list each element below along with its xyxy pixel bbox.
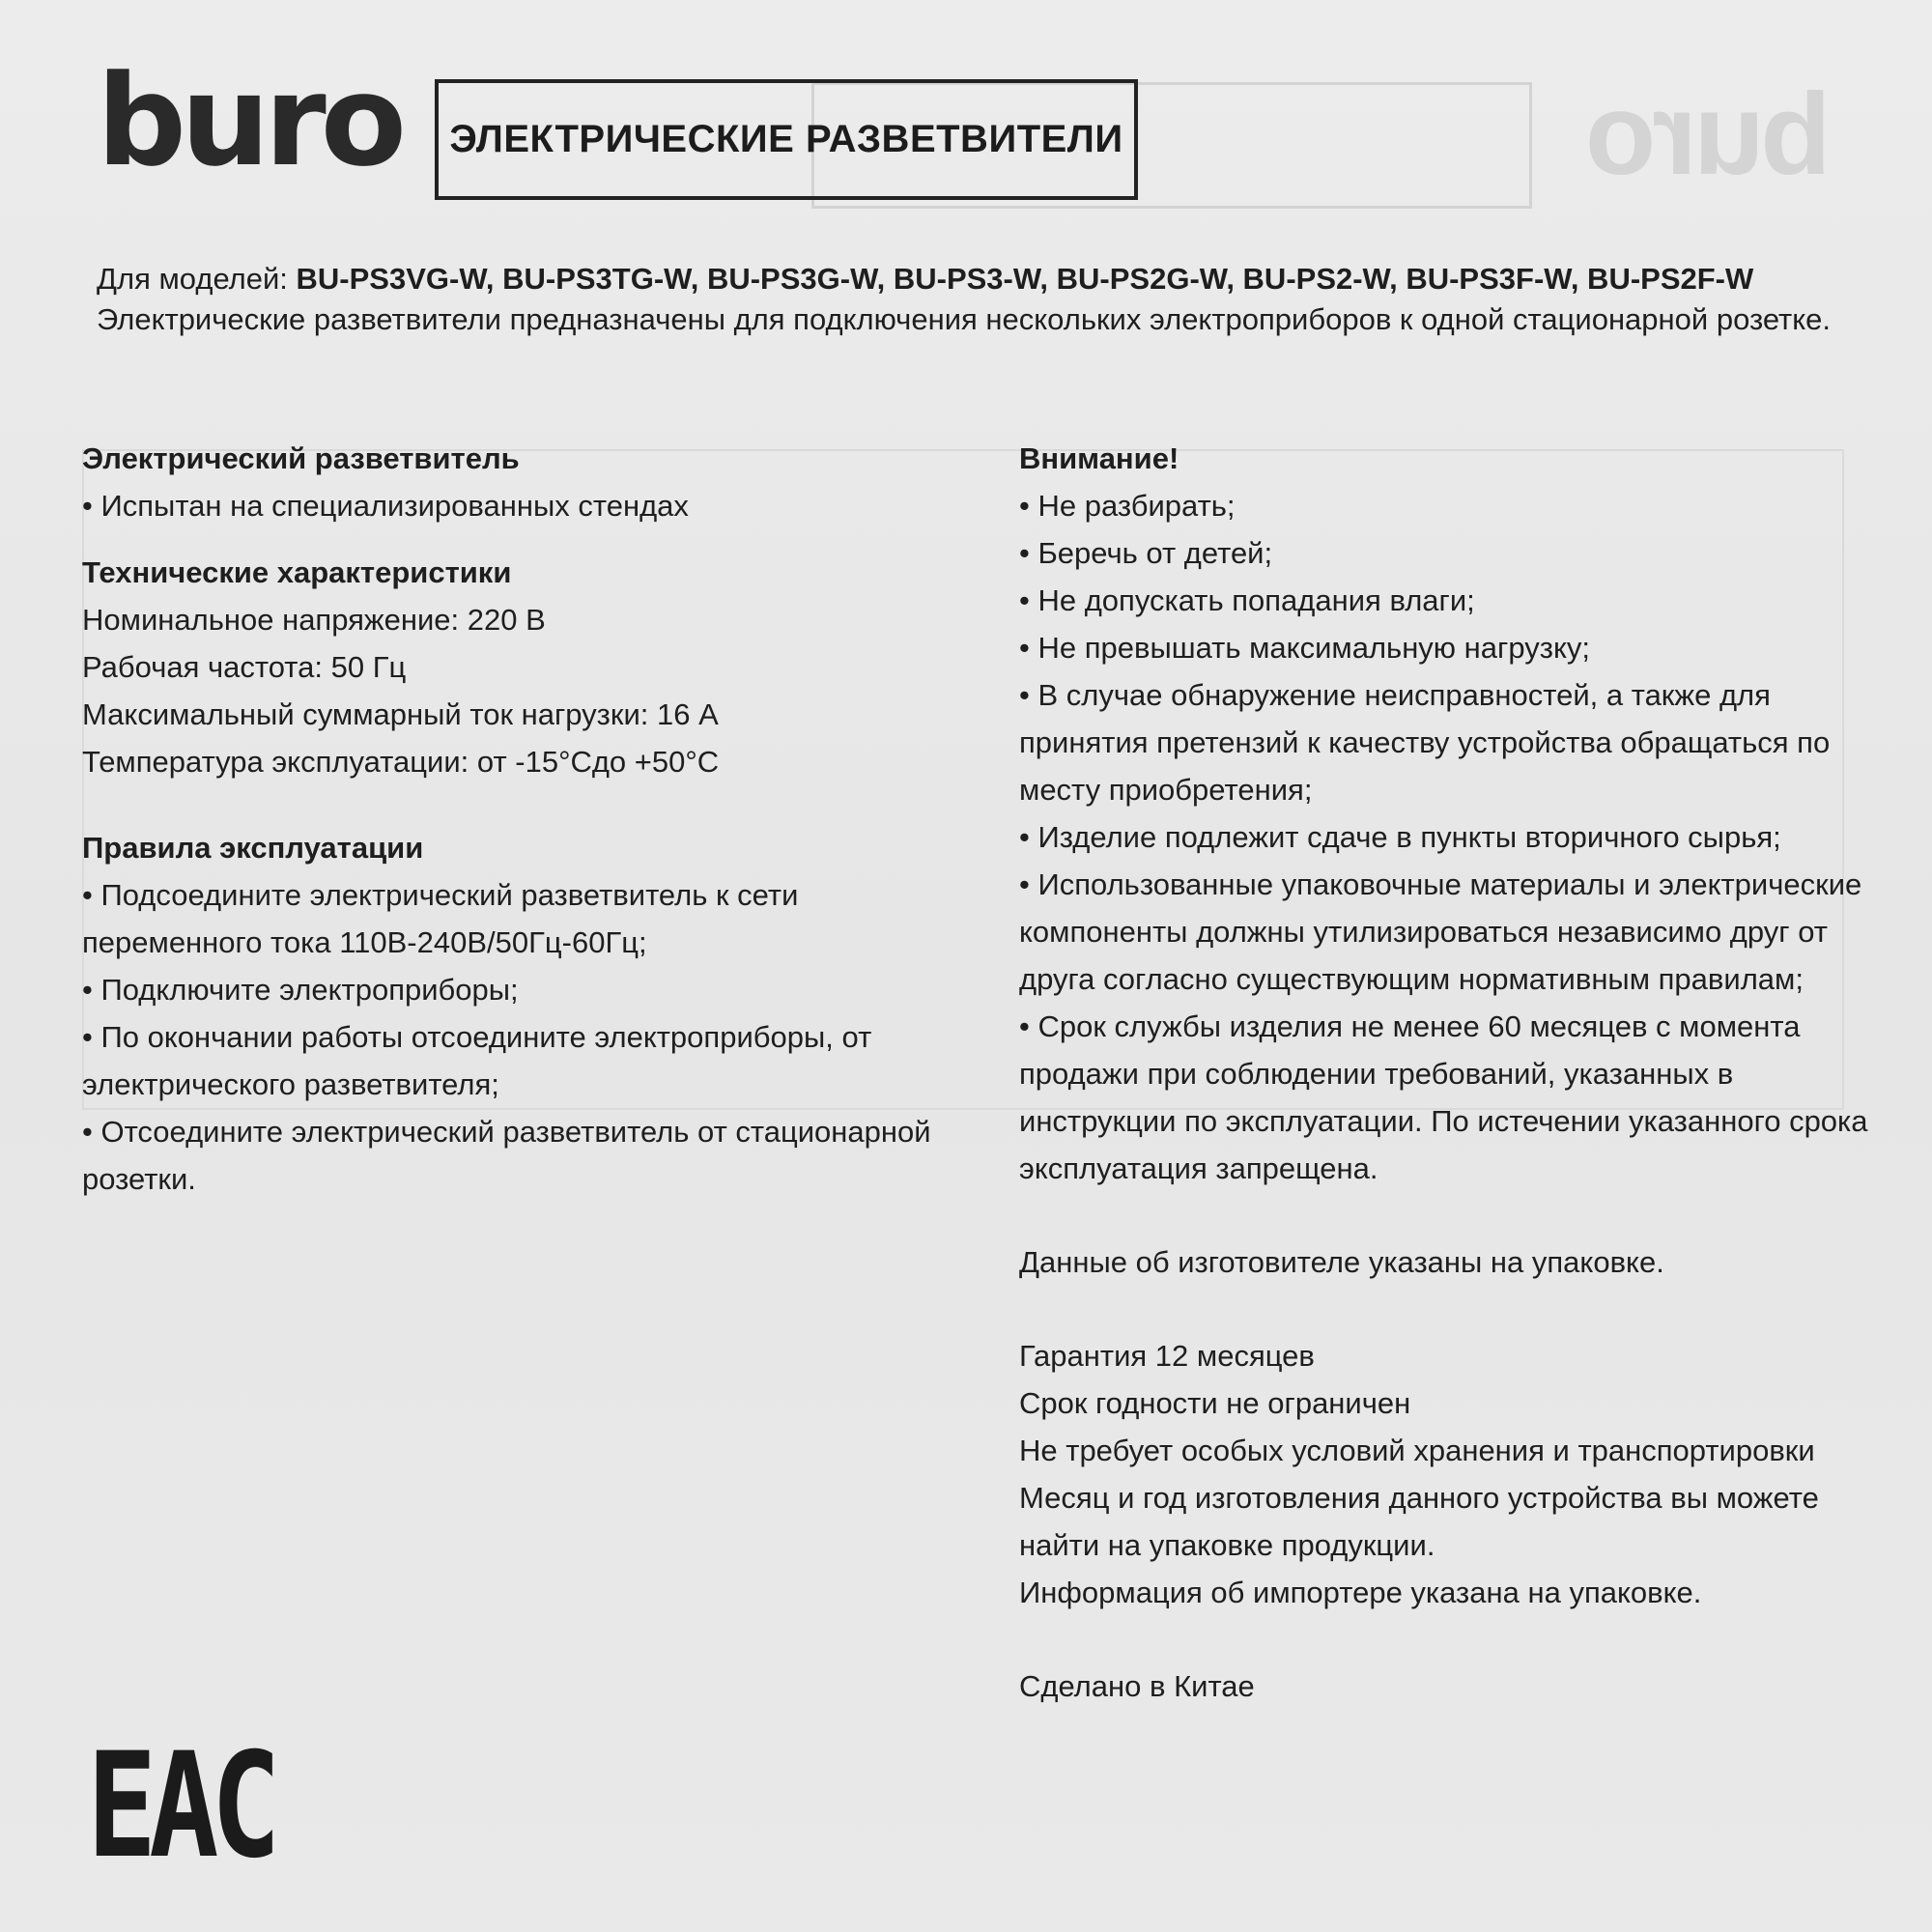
- warranty-line: Информация об импортере указана на упаковке.: [1019, 1576, 1702, 1609]
- specs-heading: Технические характеристики: [82, 555, 512, 589]
- intro: [97, 259, 1893, 340]
- warning-line: друга согласно существующим нормативным правилам;: [1019, 962, 1804, 996]
- title-box: [435, 79, 1138, 200]
- warning-line: • Изделие подлежит сдаче в пункты вторичного сырья;: [1019, 820, 1781, 854]
- rule-line: • Подсоедините электрический разветвитель к сети: [82, 878, 799, 912]
- rule-line: • По окончании работы отсоедините электроприборы, от: [82, 1020, 872, 1054]
- show-through-logo: buro: [1589, 70, 1832, 199]
- spec-temperature: Температура эксплуатации: от -15°Сдо +50°С: [82, 745, 720, 779]
- warranty-line: Срок годности не ограничен: [1019, 1386, 1411, 1420]
- warning-line: • Не разбирать;: [1019, 489, 1236, 523]
- rule-line: розетки.: [82, 1162, 196, 1196]
- warning-line: месту приобретения;: [1019, 773, 1313, 807]
- rule-line: переменного тока 110В-240В/50Гц-60Гц;: [82, 925, 647, 959]
- warning-line: эксплуатация запрещена.: [1019, 1151, 1378, 1185]
- warning-line: инструкции по эксплуатации. По истечении указанного срока: [1019, 1104, 1868, 1138]
- purpose-line: Электрические разветвители предназначены для подключения нескольких электроприборов к одной стационарной розетке.: [97, 302, 1832, 336]
- spec-current: Максимальный суммарный ток нагрузки: 16 А: [82, 697, 719, 731]
- origin-note: Сделано в Китае: [1019, 1669, 1255, 1703]
- rule-line: • Подключите электроприборы;: [82, 973, 519, 1007]
- rule-line: электрического разветвителя;: [82, 1067, 499, 1101]
- warranty-line: Месяц и год изготовления данного устройства вы можете: [1019, 1481, 1819, 1515]
- warning-line: принятия претензий к качеству устройства обращаться по: [1019, 725, 1831, 759]
- manufacturer-note: Данные об изготовителе указаны на упаковке.: [1019, 1245, 1664, 1279]
- left-column: [82, 435, 980, 1203]
- models-label: Для моделей:: [97, 262, 297, 296]
- warning-line: продажи при соблюдении требований, указанных в: [1019, 1057, 1734, 1091]
- page-title: ЭЛЕКТРИЧЕСКИЕ РАЗВЕТВИТЕЛИ: [449, 118, 1123, 160]
- warning-line: • Использованные упаковочные материалы и электрические: [1019, 867, 1862, 901]
- rule-line: • Отсоедините электрический разветвитель от стационарной: [82, 1115, 931, 1149]
- warranty-line: найти на упаковке продукции.: [1019, 1528, 1435, 1562]
- spec-frequency: Рабочая частота: 50 Гц: [82, 650, 407, 684]
- buro-logo: buro: [97, 47, 402, 194]
- warning-line: • Беречь от детей;: [1019, 536, 1273, 570]
- models-list: BU-PS3VG-W, BU-PS3TG-W, BU-PS3G-W, BU-PS3-W, BU-PS2G-W, BU-PS2-W, BU-PS3F-W, BU-PS2F-W: [296, 262, 1754, 296]
- device-heading: Электрический разветвитель: [82, 441, 520, 475]
- warning-line: компоненты должны утилизироваться независимо друг от: [1019, 915, 1828, 949]
- warning-line: • Не превышать максимальную нагрузку;: [1019, 631, 1590, 665]
- models-line: [97, 259, 1893, 299]
- warranty-line: Гарантия 12 месяцев: [1019, 1339, 1315, 1373]
- warning-line: • Срок службы изделия не менее 60 месяцев с момента: [1019, 1009, 1801, 1043]
- rules-heading: Правила эксплуатации: [82, 831, 424, 865]
- warranty-line: Не требует особых условий хранения и транспортировки: [1019, 1434, 1815, 1467]
- warning-line: • В случае обнаружение неисправностей, а также для: [1019, 678, 1771, 712]
- warning-line: • Не допускать попадания влаги;: [1019, 583, 1475, 617]
- right-column: [1019, 435, 1869, 1710]
- warning-heading: Внимание!: [1019, 441, 1179, 475]
- spec-voltage: Номинальное напряжение: 220 В: [82, 603, 546, 637]
- device-item: • Испытан на специализированных стендах: [82, 489, 689, 523]
- eac-mark: EAC: [87, 1722, 273, 1890]
